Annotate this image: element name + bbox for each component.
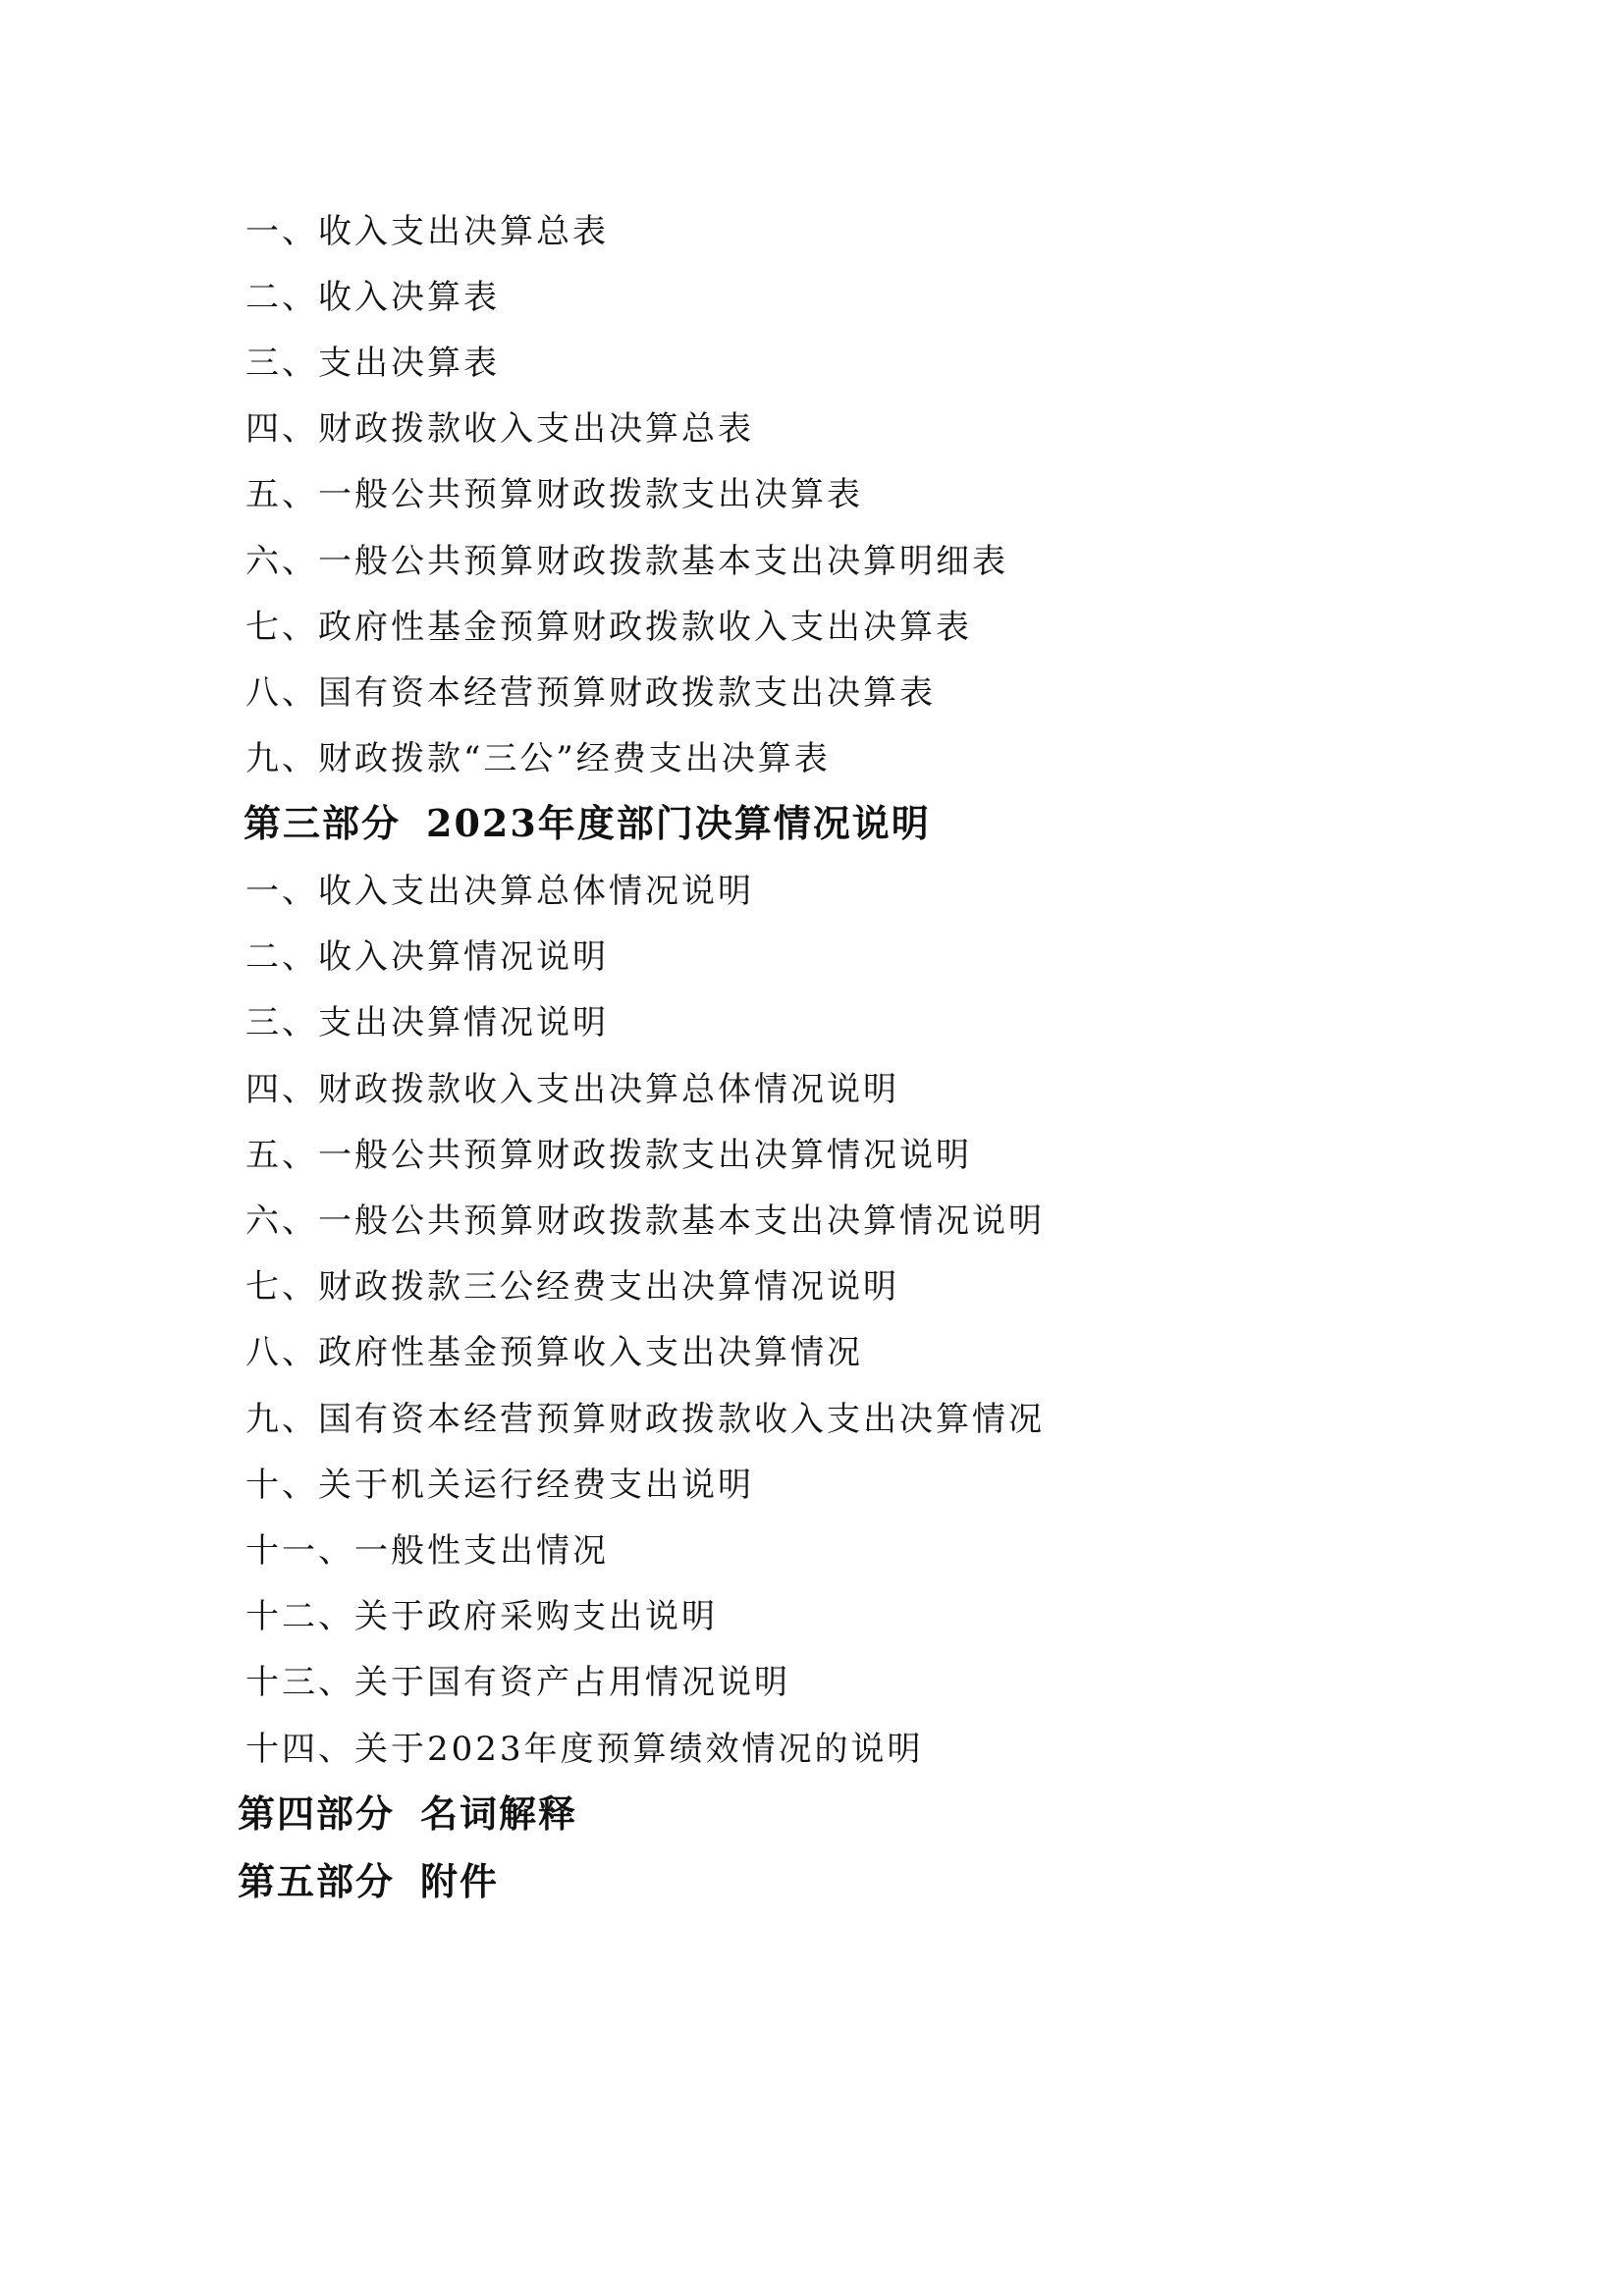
toc-item: 五、一般公共预算财政拨款支出决算表 [245, 475, 863, 514]
toc-item: 三、支出决算表 [245, 344, 500, 383]
toc-item: 七、政府性基金预算财政拨款收入支出决算表 [245, 608, 972, 647]
toc-item: 一、收入支出决算总体情况说明 [245, 872, 754, 911]
toc-item: 一、收入支出决算总表 [245, 212, 609, 251]
toc-item: 十三、关于国有资产占用情况说明 [245, 1663, 790, 1702]
toc-item: 十、关于机关运行经费支出说明 [245, 1466, 754, 1505]
toc-item: 四、财政拨款收入支出决算总体情况说明 [245, 1070, 899, 1109]
part-label: 第五部分 [238, 1859, 396, 1903]
toc-item: 八、政府性基金预算收入支出决算情况 [245, 1333, 863, 1372]
part-heading [238, 1858, 499, 1905]
toc-item: 八、国有资本经营预算财政拨款支出决算表 [245, 673, 936, 713]
toc-item: 二、收入决算表 [245, 278, 500, 317]
part-label: 第三部分 [244, 801, 402, 845]
part-title: 名词解释 [420, 1791, 578, 1836]
part-title: 附件 [420, 1859, 500, 1903]
part-title: 2023年度部门决算情况说明 [426, 801, 931, 845]
toc-item: 十一、一般性支出情况 [245, 1531, 609, 1571]
toc-item: 六、一般公共预算财政拨款基本支出决算明细表 [245, 542, 1008, 581]
part-label: 第四部分 [238, 1791, 396, 1836]
part-heading [244, 800, 931, 847]
toc-item: 九、财政拨款“三公”经费支出决算表 [245, 739, 831, 778]
toc-item: 三、支出决算情况说明 [245, 1003, 609, 1042]
part-heading [238, 1790, 577, 1838]
toc-item: 四、财政拨款收入支出决算总表 [245, 409, 754, 449]
toc-item: 十二、关于政府采购支出说明 [245, 1597, 718, 1636]
toc-item: 十四、关于2023年度预算绩效情况的说明 [245, 1730, 924, 1769]
toc-item: 七、财政拨款三公经费支出决算情况说明 [245, 1267, 899, 1307]
toc-item: 五、一般公共预算财政拨款支出决算情况说明 [245, 1136, 972, 1175]
toc-item: 二、收入决算情况说明 [245, 937, 609, 977]
toc-item: 六、一般公共预算财政拨款基本支出决算情况说明 [245, 1201, 1045, 1241]
toc-item: 九、国有资本经营预算财政拨款收入支出决算情况 [245, 1400, 1045, 1439]
